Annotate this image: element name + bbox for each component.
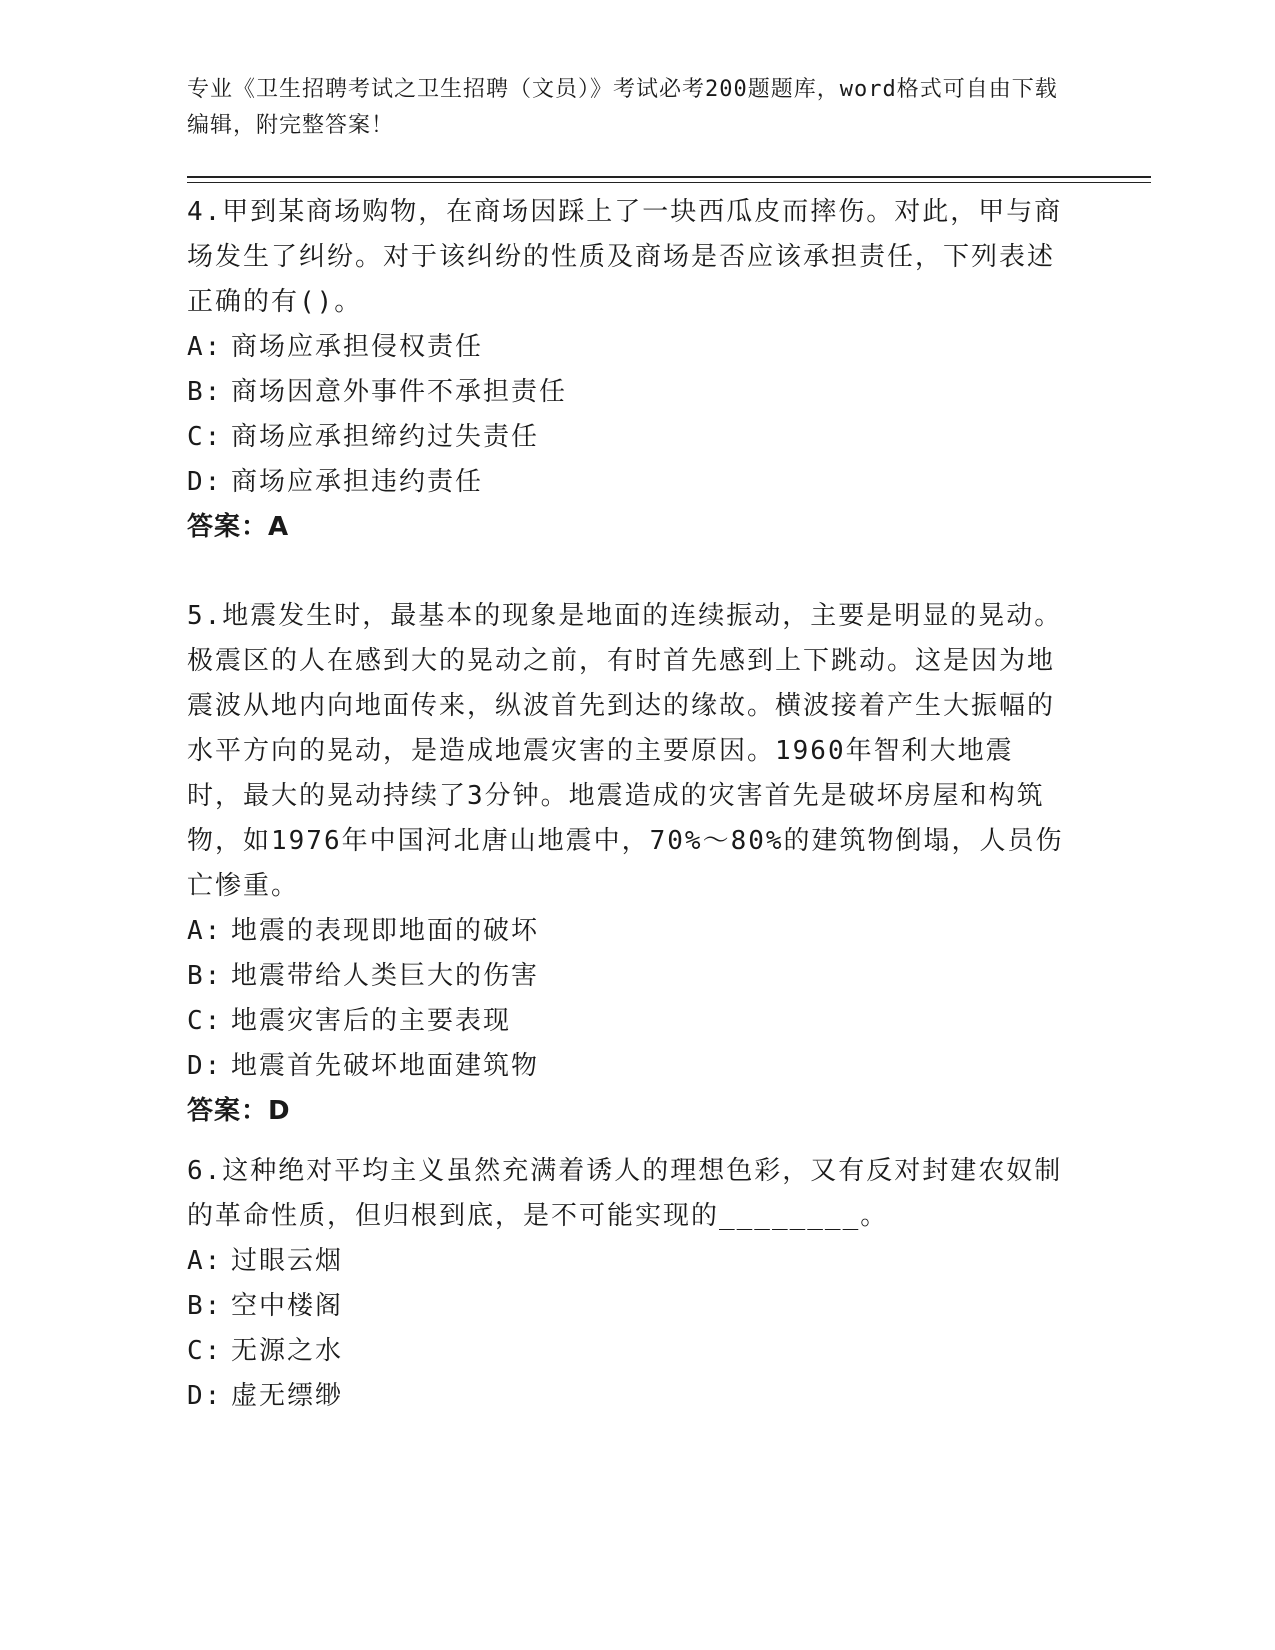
- option-label: A:: [187, 1246, 223, 1276]
- option-c: [187, 415, 1067, 460]
- option-label: C:: [187, 1006, 223, 1036]
- question-5: [187, 594, 1067, 1134]
- option-text: 地震首先破坏地面建筑物: [231, 1051, 540, 1081]
- option-text: 商场应承担违约责任: [231, 467, 484, 497]
- question-4: [187, 190, 1067, 550]
- option-label: D:: [187, 1381, 223, 1411]
- option-label: D:: [187, 467, 223, 497]
- option-text: 虚无缥缈: [231, 1381, 344, 1411]
- option-b: [187, 1284, 1067, 1329]
- answer-text: 答案：A: [187, 512, 290, 542]
- question-6: [187, 1149, 1067, 1419]
- option-text: 空中楼阁: [231, 1291, 344, 1321]
- option-label: C:: [187, 422, 223, 452]
- option-text: 过眼云烟: [231, 1246, 344, 1276]
- option-a: [187, 909, 1067, 954]
- option-label: D:: [187, 1051, 223, 1081]
- option-text: 商场应承担缔约过失责任: [231, 422, 540, 452]
- option-c: [187, 1329, 1067, 1374]
- option-label: B:: [187, 961, 223, 991]
- question-stem: 5.地震发生时，最基本的现象是地面的连续振动，主要是明显的晃动。极震区的人在感到大的晃动之前，有时首先感到上下跳动。这是因为地震波从地内向地面传来，纵波首先到达的缘故。横波接着产生大振幅的水平方向的晃动，是造成地震灾害的主要原因。1960年智利大地震时，最大的晃动持续了3分钟。地震造成的灾害首先是破坏房屋和构筑物，如1976年中国河北唐山地震中，70%～80%的建筑物倒塌，人员伤亡惨重。: [187, 601, 1064, 901]
- option-text: 地震带给人类巨大的伤害: [231, 961, 540, 991]
- option-a: [187, 1239, 1067, 1284]
- option-label: B:: [187, 1291, 223, 1321]
- option-label: A:: [187, 332, 223, 362]
- option-d: [187, 1044, 1067, 1089]
- option-b: [187, 370, 1067, 415]
- question-stem: 4.甲到某商场购物，在商场因踩上了一块西瓜皮而摔伤。对此，甲与商场发生了纠纷。对于该纠纷的性质及商场是否应该承担责任，下列表述正确的有()。: [187, 197, 1063, 317]
- option-label: C:: [187, 1336, 223, 1366]
- option-d: [187, 1374, 1067, 1419]
- question-stem: 6.这种绝对平均主义虽然充满着诱人的理想色彩，又有反对封建农奴制的革命性质，但归根到底，是不可能实现的________。: [187, 1156, 1063, 1231]
- header-divider-thick: [187, 176, 1151, 178]
- option-text: 地震的表现即地面的破坏: [231, 916, 540, 946]
- answer-text: 答案：D: [187, 1096, 291, 1126]
- option-text: 无源之水: [231, 1336, 344, 1366]
- option-text: 商场应承担侵权责任: [231, 332, 484, 362]
- option-text: 地震灾害后的主要表现: [231, 1006, 512, 1036]
- option-text: 商场因意外事件不承担责任: [231, 377, 568, 407]
- option-label: A:: [187, 916, 223, 946]
- option-d: [187, 460, 1067, 505]
- option-c: [187, 999, 1067, 1044]
- option-label: B:: [187, 377, 223, 407]
- document-header: 专业《卫生招聘考试之卫生招聘（文员）》考试必考200题题库，word格式可自由下载编辑，附完整答案！: [187, 77, 1058, 138]
- option-a: [187, 325, 1067, 370]
- option-b: [187, 954, 1067, 999]
- header-divider-thin: [187, 182, 1151, 183]
